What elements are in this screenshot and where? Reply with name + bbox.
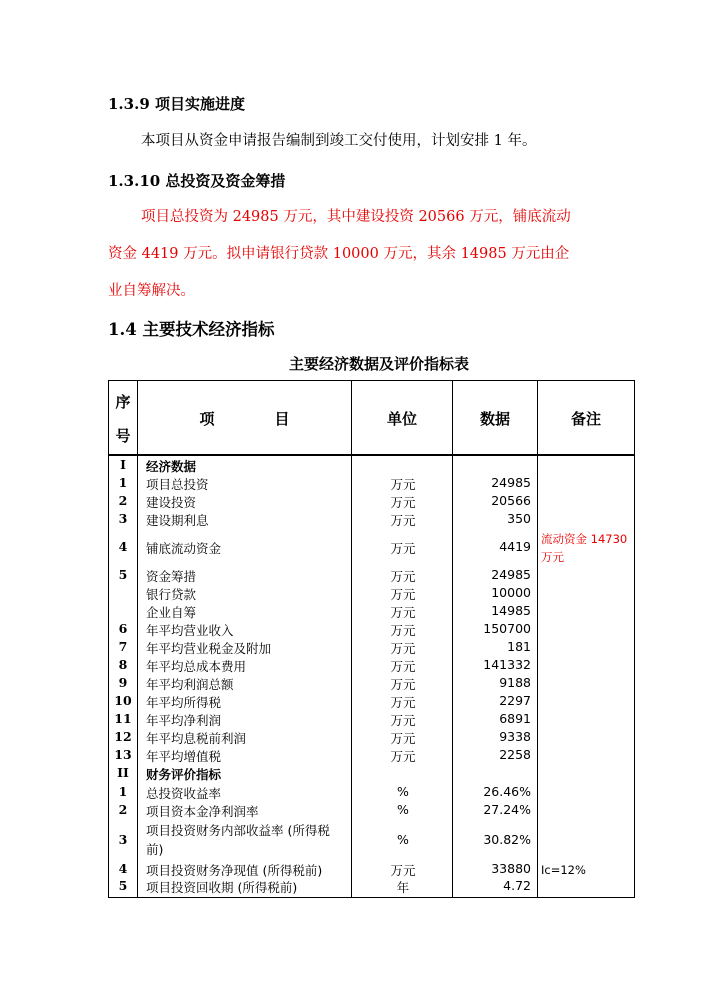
row-item: 总投资收益率 [146,786,222,801]
row-number: 12 [114,729,132,744]
row-item: 项目资本金净利润率 [146,804,259,819]
row-unit: 万元 [390,605,416,620]
row-unit: 万元 [390,641,416,656]
row-unit: 万元 [390,713,416,728]
row-note-working-capital: 流动资金 14730 万元 [541,532,628,564]
row-number: 3 [118,832,128,847]
row-value: 10000 [491,585,531,600]
paragraph-schedule: 本项目从资金申请报告编制到竣工交付使用，计划安排 1 年。 [141,133,537,149]
row-number: 6 [118,621,128,636]
row-value: 14985 [491,603,531,618]
row-unit: 万元 [390,541,416,556]
section-heading-1-4: 1.4 主要技术经济指标 [108,320,275,339]
row-item: 财务评价指标 [146,767,222,782]
header-no-top: 序 [115,393,131,411]
row-value: 4419 [499,539,531,554]
row-value: 150700 [483,621,531,636]
row-number: 13 [114,747,132,762]
row-value: 6891 [499,711,531,726]
row-value: 20566 [491,493,531,508]
header-note: 备注 [570,410,601,428]
row-number: 11 [114,711,132,726]
row-number: 5 [118,878,128,893]
table-column-divider [537,381,538,897]
row-item: 年平均所得税 [146,695,222,710]
row-number: 7 [118,639,128,654]
row-item: 年平均净利润 [146,713,222,728]
row-value: 181 [507,639,531,654]
row-number: 1 [118,784,128,799]
row-item: 资金筹措 [146,569,197,584]
row-value: 30.82% [483,832,531,847]
row-item: 项目投资财务净现值 (所得税前) [146,863,323,878]
row-number: II [117,765,129,780]
row-unit: 万元 [390,495,416,510]
row-unit: 万元 [390,513,416,528]
table-column-divider [137,381,138,897]
table-header-divider [109,454,634,456]
paragraph-investment-line-2: 资金 4419 万元。拟申请银行贷款 10000 万元，其余 14985 万元由企 [108,246,570,262]
paragraph-investment-line-1: 项目总投资为 24985 万元，其中建设投资 20566 万元，铺底流动 [141,209,571,225]
row-unit: % [397,802,409,817]
row-number: 2 [118,802,128,817]
row-item: 经济数据 [146,459,197,474]
row-number: 1 [118,475,128,490]
row-item: 年平均营业收入 [146,623,234,638]
row-number: 3 [118,511,128,526]
row-item: 建设投资 [146,495,197,510]
row-item: 年平均增值税 [146,749,222,764]
row-item: 年平均总成本费用 [146,659,247,674]
row-unit: 万元 [390,659,416,674]
row-number: 2 [118,493,128,508]
row-unit: 万元 [390,731,416,746]
row-value: 141332 [483,657,531,672]
row-value: 24985 [491,475,531,490]
row-item: 年平均营业税金及附加 [146,641,272,656]
header-value: 数据 [479,410,510,428]
row-item: 年平均息税前利润 [146,731,247,746]
row-value: 9338 [499,729,531,744]
economic-indicators-table [108,380,635,898]
row-number: I [120,457,126,472]
row-value: 33880 [491,861,531,876]
row-value: 9188 [499,675,531,690]
row-item: 银行贷款 [146,587,197,602]
row-unit: % [397,832,409,847]
row-unit: 年 [396,880,410,895]
paragraph-investment-line-3: 业自筹解决。 [108,283,195,299]
header-item: 项 目 [199,410,290,428]
row-value: 2258 [499,747,531,762]
section-heading-1-3-10: 1.3.10 总投资及资金筹措 [108,172,286,190]
row-unit: 万元 [390,623,416,638]
row-value: 24985 [491,567,531,582]
row-item: 企业自筹 [146,605,197,620]
table-caption: 主要经济数据及评价指标表 [288,355,469,373]
row-item-irr: 项目投资财务内部收益率 (所得税前) [146,823,330,857]
row-unit: 万元 [390,477,416,492]
row-value: 27.24% [483,802,531,817]
row-item: 铺底流动资金 [146,541,222,556]
row-unit: % [397,784,409,799]
row-unit: 万元 [390,749,416,764]
row-note-discount-rate: Ic=12% [541,863,586,877]
header-unit: 单位 [386,410,417,428]
row-unit: 万元 [390,863,416,878]
row-item: 年平均利润总额 [146,677,234,692]
row-number: 4 [118,539,128,554]
header-no-bottom: 号 [115,427,131,445]
row-value: 2297 [499,693,531,708]
row-unit: 万元 [390,587,416,602]
row-number: 9 [118,675,128,690]
row-number: 10 [114,693,132,708]
row-value: 350 [507,511,531,526]
row-number: 5 [118,567,128,582]
section-heading-1-3-9: 1.3.9 项目实施进度 [108,95,245,113]
row-unit: 万元 [390,569,416,584]
row-item: 项目总投资 [146,477,209,492]
row-number: 4 [118,861,128,876]
row-item: 建设期利息 [146,513,209,528]
row-value: 26.46% [483,784,531,799]
row-number: 8 [118,657,128,672]
row-unit: 万元 [390,695,416,710]
row-unit: 万元 [390,677,416,692]
row-value: 4.72 [503,878,531,893]
row-item: 项目投资回收期 (所得税前) [146,880,298,895]
